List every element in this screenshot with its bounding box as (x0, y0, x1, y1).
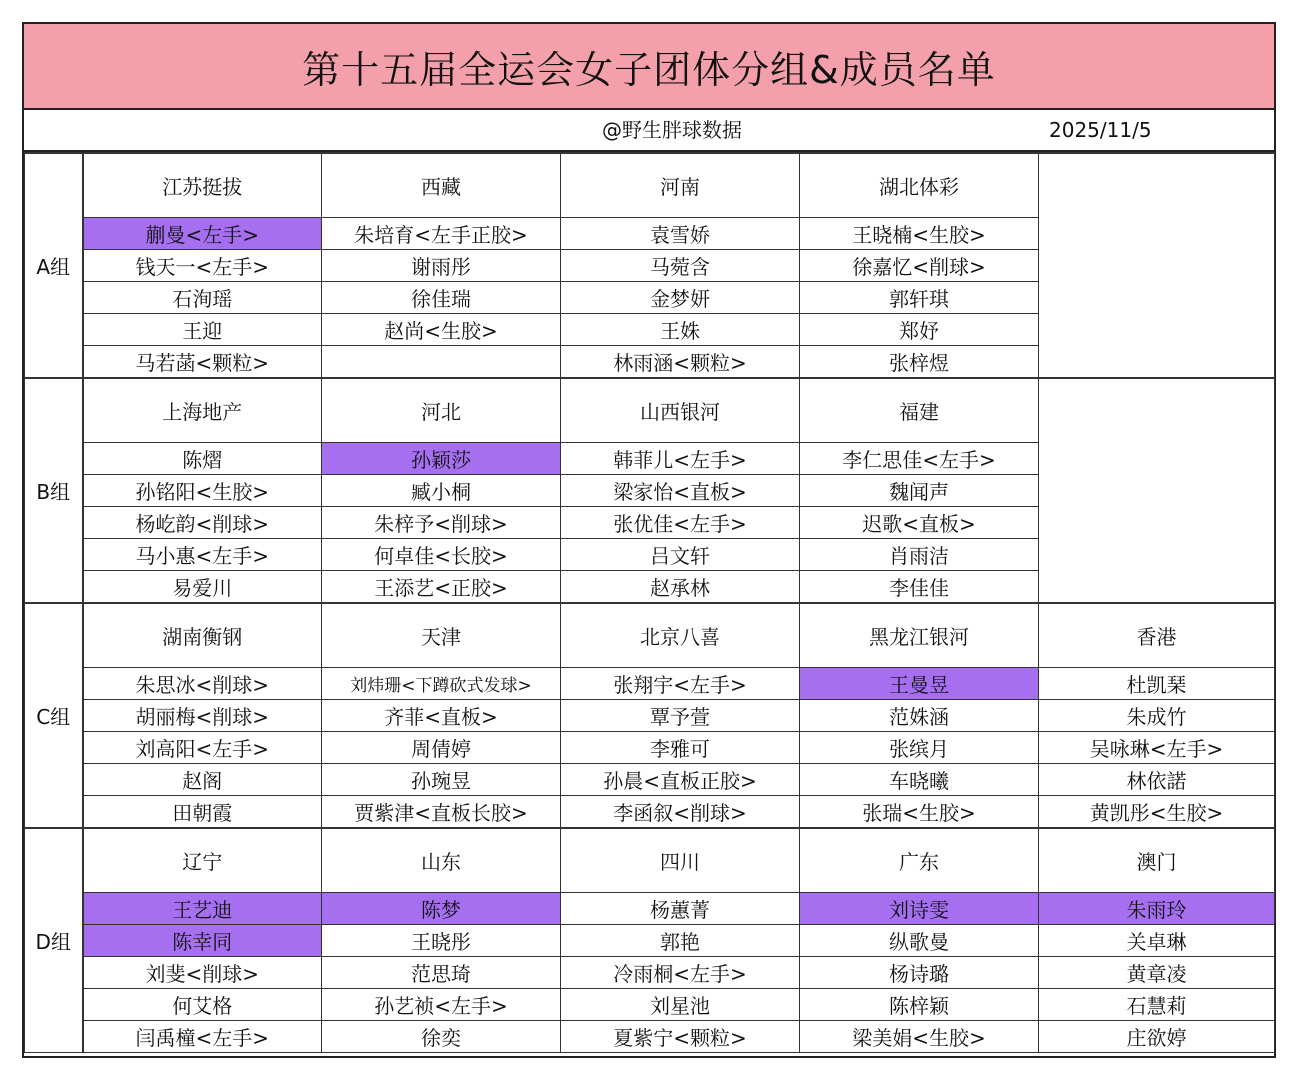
team-name: 湖南衡钢 (83, 603, 322, 668)
player-cell: 孙艺祯<左手> (322, 989, 561, 1021)
player-cell: 林雨涵<颗粒> (561, 346, 800, 379)
player-row (25, 957, 1275, 989)
team-name: 福建 (800, 378, 1039, 443)
player-cell: 李仁思佳<左手> (800, 443, 1039, 475)
player-cell: 金梦妍 (561, 282, 800, 314)
player-cell: 黄凯彤<生胶> (1039, 796, 1275, 829)
player-cell: 闫禹橦<左手> (83, 1021, 322, 1053)
player-cell: 黄章凌 (1039, 957, 1275, 989)
group-label: B组 (25, 378, 83, 603)
player-cell: 韩菲儿<左手> (561, 443, 800, 475)
team-name: 天津 (322, 603, 561, 668)
player-cell: 陈熠 (83, 443, 322, 475)
player-row (25, 668, 1275, 700)
player-row (25, 989, 1275, 1021)
player-cell: 胡丽梅<削球> (83, 700, 322, 732)
player-cell: 肖雨洁 (800, 539, 1039, 571)
player-cell: 魏闻声 (800, 475, 1039, 507)
groups-area (24, 152, 1274, 1053)
player-cell: 田朝霞 (83, 796, 322, 829)
player-cell: 徐佳瑞 (322, 282, 561, 314)
player-cell: 林依諾 (1039, 764, 1275, 796)
player-cell: 孙晨<直板正胶> (561, 764, 800, 796)
player-cell: 齐菲<直板> (322, 700, 561, 732)
team-name: 江苏挺拔 (83, 153, 322, 218)
player-cell: 钱天一<左手> (83, 250, 322, 282)
player-cell: 赵阁 (83, 764, 322, 796)
player-cell: 吴咏琳<左手> (1039, 732, 1275, 764)
source-label: @野生胖球数据 (602, 118, 742, 142)
team-header-row (25, 153, 1275, 218)
player-cell: 马若菡<颗粒> (83, 346, 322, 379)
player-cell: 梁家怡<直板> (561, 475, 800, 507)
player-cell: 孙琬昱 (322, 764, 561, 796)
team-name: 黑龙江银河 (800, 603, 1039, 668)
player-cell: 朱思冰<削球> (83, 668, 322, 700)
player-cell: 马小惠<左手> (83, 539, 322, 571)
player-cell: 范思琦 (322, 957, 561, 989)
player-cell: 王晓楠<生胶> (800, 218, 1039, 250)
player-cell: 郭轩琪 (800, 282, 1039, 314)
player-cell-highlighted: 孙颖莎 (322, 443, 561, 475)
player-cell: 夏紫宁<颗粒> (561, 1021, 800, 1053)
player-cell: 张瑞<生胶> (800, 796, 1039, 829)
player-cell: 赵承林 (561, 571, 800, 604)
team-header-row (25, 828, 1275, 893)
player-cell: 陈梓颖 (800, 989, 1039, 1021)
player-cell: 臧小桐 (322, 475, 561, 507)
player-cell: 杨屹韵<削球> (83, 507, 322, 539)
team-name: 山西银河 (561, 378, 800, 443)
player-cell: 石洵瑶 (83, 282, 322, 314)
player-cell-highlighted: 王曼昱 (800, 668, 1039, 700)
player-cell: 谢雨彤 (322, 250, 561, 282)
team-name: 辽宁 (83, 828, 322, 893)
player-cell: 周倩婷 (322, 732, 561, 764)
player-cell (322, 346, 561, 379)
player-cell: 李函叙<削球> (561, 796, 800, 829)
team-name: 西藏 (322, 153, 561, 218)
team-name: 广东 (800, 828, 1039, 893)
player-cell: 庄欲婷 (1039, 1021, 1275, 1053)
team-name: 四川 (561, 828, 800, 893)
player-cell: 朱成竹 (1039, 700, 1275, 732)
player-cell: 李佳佳 (800, 571, 1039, 604)
player-cell: 关卓琳 (1039, 925, 1275, 957)
player-cell: 刘高阳<左手> (83, 732, 322, 764)
player-cell-highlighted: 蒯曼<左手> (83, 218, 322, 250)
team-name: 北京八喜 (561, 603, 800, 668)
player-cell: 张缤月 (800, 732, 1039, 764)
team-header-row (25, 378, 1275, 443)
player-cell: 杨诗璐 (800, 957, 1039, 989)
player-row (25, 732, 1275, 764)
player-cell-highlighted: 刘诗雯 (800, 893, 1039, 925)
team-name: 香港 (1039, 603, 1275, 668)
empty-team-slot (1039, 378, 1275, 603)
team-name: 河北 (322, 378, 561, 443)
player-row (25, 1021, 1275, 1053)
player-cell: 何艾格 (83, 989, 322, 1021)
player-cell: 刘斐<削球> (83, 957, 322, 989)
player-cell-highlighted: 陈幸同 (83, 925, 322, 957)
date-label: 2025/11/5 (1049, 118, 1152, 142)
team-header-row (25, 603, 1275, 668)
player-cell: 覃予萱 (561, 700, 800, 732)
info-bar (24, 110, 1274, 152)
page-title (24, 24, 1274, 110)
player-cell: 袁雪娇 (561, 218, 800, 250)
title-text: 第十五届全运会女子团体分组&成员名单 (302, 47, 996, 92)
player-cell: 梁美娟<生胶> (800, 1021, 1039, 1053)
player-cell: 杨蕙菁 (561, 893, 800, 925)
player-cell: 王迎 (83, 314, 322, 346)
group-label: D组 (25, 828, 83, 1053)
player-cell: 张翔宇<左手> (561, 668, 800, 700)
player-cell: 冷雨桐<左手> (561, 957, 800, 989)
team-name: 上海地产 (83, 378, 322, 443)
player-cell: 朱梓予<削球> (322, 507, 561, 539)
player-cell: 王添艺<正胶> (322, 571, 561, 604)
player-row (25, 700, 1275, 732)
player-row (25, 764, 1275, 796)
player-cell-highlighted: 朱雨玲 (1039, 893, 1275, 925)
player-cell: 赵尚<生胶> (322, 314, 561, 346)
player-cell: 吕文轩 (561, 539, 800, 571)
player-cell: 范姝涵 (800, 700, 1039, 732)
team-name: 湖北体彩 (800, 153, 1039, 218)
player-cell: 李雅可 (561, 732, 800, 764)
player-cell: 郭艳 (561, 925, 800, 957)
player-cell: 易爱川 (83, 571, 322, 604)
player-cell: 郑妤 (800, 314, 1039, 346)
player-cell: 张梓煜 (800, 346, 1039, 379)
empty-team-slot (1039, 153, 1275, 378)
team-name: 山东 (322, 828, 561, 893)
groups-table (24, 152, 1275, 1053)
roster-sheet (22, 22, 1276, 1058)
player-cell: 马菀含 (561, 250, 800, 282)
player-cell: 车晓曦 (800, 764, 1039, 796)
player-cell: 刘炜珊<下蹲砍式发球> (322, 668, 561, 700)
player-cell: 张优佳<左手> (561, 507, 800, 539)
player-cell: 徐奕 (322, 1021, 561, 1053)
player-cell: 朱培育<左手正胶> (322, 218, 561, 250)
group-label: C组 (25, 603, 83, 828)
player-cell: 孙铭阳<生胶> (83, 475, 322, 507)
player-cell: 王晓彤 (322, 925, 561, 957)
player-row (25, 796, 1275, 829)
player-cell: 刘星池 (561, 989, 800, 1021)
player-cell-highlighted: 陈梦 (322, 893, 561, 925)
player-row (25, 893, 1275, 925)
group-label: A组 (25, 153, 83, 378)
player-cell: 杜凯琹 (1039, 668, 1275, 700)
team-name: 河南 (561, 153, 800, 218)
player-cell: 何卓佳<长胶> (322, 539, 561, 571)
player-cell: 王姝 (561, 314, 800, 346)
player-cell: 贾紫津<直板长胶> (322, 796, 561, 829)
team-name: 澳门 (1039, 828, 1275, 893)
player-cell: 迟歌<直板> (800, 507, 1039, 539)
player-cell: 徐嘉忆<削球> (800, 250, 1039, 282)
player-cell: 石慧莉 (1039, 989, 1275, 1021)
player-cell-highlighted: 王艺迪 (83, 893, 322, 925)
player-row (25, 925, 1275, 957)
player-cell: 纵歌曼 (800, 925, 1039, 957)
